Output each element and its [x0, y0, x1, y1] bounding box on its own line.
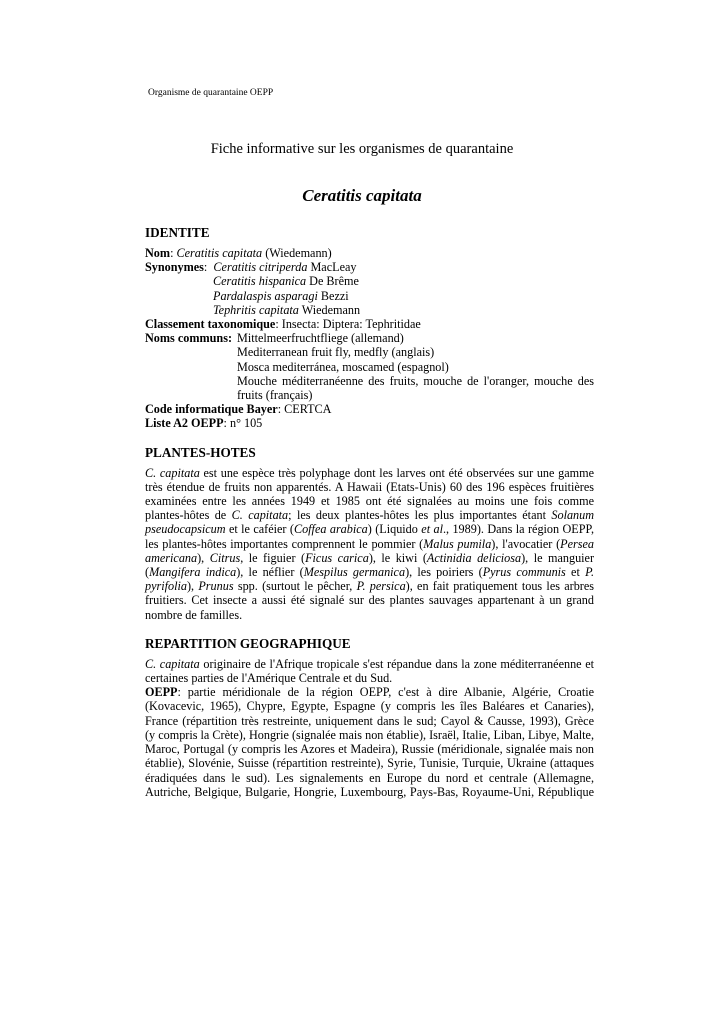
synonym-sci: Ceratitis citriperda: [213, 260, 308, 275]
bayer-code-line: [145, 402, 594, 416]
text-run: Pyrus communis: [482, 565, 566, 580]
text-run: et le caféier (: [225, 522, 294, 537]
synonym-line: [145, 303, 594, 317]
text-line: [145, 494, 594, 508]
synonym-line: [145, 274, 594, 288]
text-run: ), le kiwi (: [368, 550, 427, 565]
text-run: pyrifolia: [145, 579, 187, 594]
text-run: P.: [585, 565, 594, 580]
text-run: éradiquées dans le sud). Les signalements en Europe du nord et centrale (Allemagne,: [145, 770, 594, 785]
header-note: Organisme de quarantaine OEPP: [148, 88, 274, 98]
repartition-paragraph: [145, 657, 594, 799]
nom-author: (Wiedemann): [262, 246, 332, 260]
text-run: ), en fait pratiquement tous les arbres: [405, 579, 595, 594]
bayer-code-label: Code informatique Bayer: [145, 402, 278, 417]
text-line: [145, 728, 594, 742]
text-line: [145, 565, 594, 579]
nom-line: Nom: Ceratitis capitata (Wiedemann): [145, 246, 332, 260]
common-name: fruits (français): [237, 388, 313, 403]
text-run: C. capitata: [231, 508, 289, 523]
text-run: Actinidia deliciosa: [426, 550, 522, 565]
text-line: [145, 742, 594, 756]
text-line: [145, 699, 594, 713]
text-run: spp. (surtout le pêcher,: [233, 579, 357, 594]
text-line: [145, 785, 594, 799]
text-line: [145, 522, 594, 536]
synonym-sci: Tephritis capitata: [213, 302, 299, 317]
text-run: , le figuier (: [240, 550, 306, 565]
classification-value: : Insecta: Diptera: Tephritidae: [275, 317, 421, 332]
common-name: Mittelmeerfruchtfliege (allemand): [237, 331, 404, 346]
text-run: Solanum: [551, 508, 595, 523]
a2-list-line: [145, 416, 594, 430]
synonym-author: MacLeay: [307, 260, 357, 275]
text-run: ), les poiriers (: [405, 565, 483, 580]
text-line: [145, 593, 594, 607]
text-line: [145, 551, 594, 565]
text-run: certaines parties de l'Amérique Centrale et du Sud.: [145, 671, 393, 686]
a2-list-value: : n° 105: [223, 416, 263, 431]
text-run: et al: [421, 522, 443, 537]
a2-list-label: Liste A2 OEPP: [145, 416, 224, 431]
text-run: (y compris la Crète), Hongrie (signalée mais non établie), Israël, Italie, Liban, Libye, Malte,: [145, 727, 594, 742]
synonym-author: Bezzi: [317, 288, 349, 303]
synonym-author: De Brême: [306, 274, 359, 289]
common-name: Mediterranean fruit fly, medfly (anglais): [237, 345, 435, 360]
text-line: [145, 608, 594, 622]
text-run: très étendue de fruits non apparentés. A Hawaii (Etats-Unis) 60 des 196 espèces fruitières: [145, 479, 594, 494]
text-run: et: [565, 565, 586, 580]
text-run: Coffea arabica: [293, 522, 368, 537]
synonym-sci: Pardalaspis asparagi: [213, 288, 318, 303]
text-run: ),: [186, 579, 199, 594]
text-run: (: [145, 565, 150, 580]
plantes-hotes-paragraph: [145, 466, 594, 622]
synonym-sci: Ceratitis hispanica: [213, 274, 307, 289]
text-line: [145, 714, 594, 728]
synonym-line: [145, 289, 594, 303]
text-line: [145, 657, 594, 671]
text-run: ) (Liquido: [367, 522, 422, 537]
text-run: OEPP: [145, 685, 178, 700]
species-title: Ceratitis capitata: [302, 186, 422, 205]
text-run: ., 1989). Dans la région OEPP,: [442, 522, 595, 537]
text-line: [145, 771, 594, 785]
text-run: Citrus: [209, 550, 241, 565]
section-heading-identite: IDENTITE: [145, 225, 210, 240]
text-run: originaire de l'Afrique tropicale s'est répandue dans la zone méditerranéenne et: [199, 656, 594, 671]
text-line: [145, 756, 594, 770]
text-run: Persea: [560, 536, 594, 551]
text-run: les plantes-hôtes importantes comprennent le pommier (: [145, 536, 424, 551]
text-run: ), le néflier (: [236, 565, 304, 580]
common-name: Mouche méditerranéenne des fruits, mouche de l'oranger, mouche des: [237, 373, 594, 388]
text-run: Maroc, Portugal (y compris les Azores et Madeira), Russie (méridionale, signalée mais non: [145, 742, 594, 757]
text-line: [145, 671, 594, 685]
text-run: P. persica: [356, 579, 406, 594]
text-run: C. capitata: [145, 656, 200, 671]
document-title: Fiche informative sur les organismes de quarantaine: [210, 141, 514, 157]
common-names-block: Noms communs: Mittelmeerfruchtfliege (allemand) Mediterranean fruit fly, medfly (anglais) Mosca mediterránea, moscamed (espagnol) Mouche méditerranéenne des fruits, mouche de l'oranger, mouche des fruits (français): [145, 331, 594, 403]
text-run: Malus pumila: [423, 536, 492, 551]
text-run: plantes-hôtes de: [145, 508, 232, 523]
section-heading-plantes-hotes: PLANTES-HOTES: [145, 444, 256, 460]
nom-scientific: Ceratitis capitata: [176, 246, 263, 260]
text-run: Prunus: [198, 579, 234, 594]
text-run: : partie méridionale de la région OEPP, c'est à dire Albanie, Algérie, Croatie: [177, 685, 594, 700]
text-run: ; les deux plantes-hôtes les plus importantes étant: [288, 508, 552, 523]
text-line: [145, 480, 594, 494]
classification-label: Classement taxonomique: [145, 317, 276, 332]
text-run: Ficus carica: [305, 550, 369, 565]
text-run: pseudocapsicum: [145, 522, 226, 537]
common-name: Mosca mediterránea, moscamed (espagnol): [237, 359, 449, 374]
text-run: établie), Slovénie, Suisse (répartition restreinte), Syrie, Tunisie, Turquie, Ukraine (attaques: [145, 756, 594, 771]
text-line: [145, 685, 594, 699]
text-run: (Kovacevic, 1965), Chypre, Egypte, Espagne (y compris les îles Baléares et Canaries),: [145, 699, 594, 714]
text-run: Mangifera indica: [149, 565, 237, 580]
text-run: ),: [197, 550, 210, 565]
text-run: ), le manguier: [521, 550, 595, 565]
classification-line: [145, 317, 594, 331]
text-run: C. capitata: [145, 465, 200, 480]
text-run: nombre de familles.: [145, 607, 243, 622]
text-run: Mespilus germanica: [303, 565, 406, 580]
text-run: americana: [145, 550, 198, 565]
text-line: [145, 466, 594, 480]
text-run: ), l'avocatier (: [491, 536, 561, 551]
common-names-label: Noms communs: [145, 331, 228, 346]
text-run: France (répartition très restreinte, uniquement dans le sud; Cayol & Causse, 1993), Grèce: [145, 713, 594, 728]
synonym-author: Wiedemann: [298, 302, 361, 317]
text-line: [145, 537, 594, 551]
section-heading-repartition: REPARTITION GEOGRAPHIQUE: [145, 635, 351, 651]
synonyms-label: Synonymes: [145, 260, 204, 275]
text-line: [145, 579, 594, 593]
text-run: examinées entre les années 1949 et 1985 ont été signalées au moins une fois comme: [145, 494, 594, 509]
content: [145, 225, 594, 799]
bayer-code-value: : CERTCA: [277, 402, 332, 417]
text-run: Autriche, Belgique, Bulgarie, Hongrie, Luxembourg, Pays-Bas, Royaume-Uni, République: [145, 784, 594, 799]
text-run: est une espèce très polyphage dont les larves ont été observées sur une gamme: [199, 465, 594, 480]
nom-label: Nom: [145, 246, 171, 260]
synonym-line: Synonymes: Ceratitis citriperda MacLeay: [145, 260, 357, 275]
text-line: [145, 508, 594, 522]
text-run: fruitiers. Cet insecte a aussi été signalé sur des plantes sauvages appartenant à un grand: [145, 593, 594, 608]
